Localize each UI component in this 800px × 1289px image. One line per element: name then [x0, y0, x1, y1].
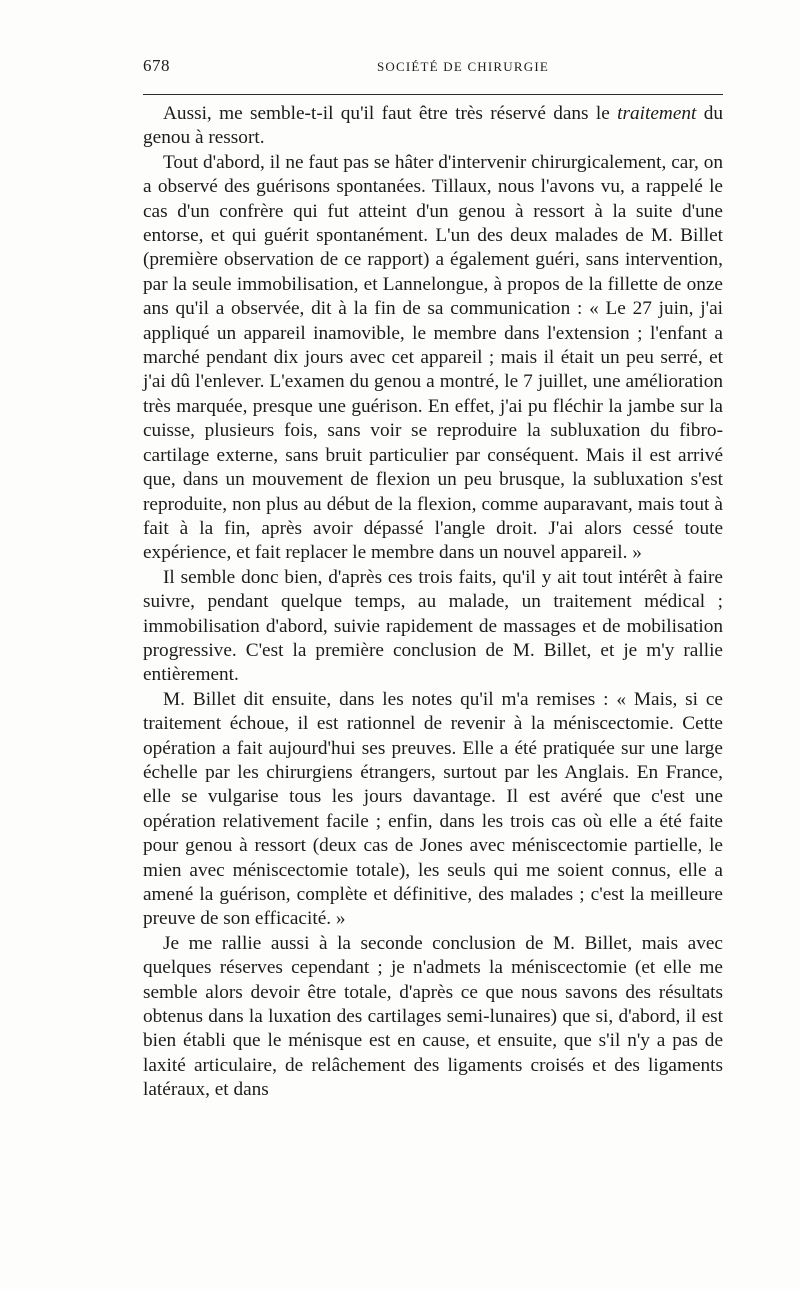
italic-word: traitement: [617, 103, 697, 124]
paragraph-2: Tout d'abord, il ne faut pas se hâter d'intervenir chirurgicalement, car, on a observé des guérisons spontanées. Tillaux, nous l'avons vu, a rappelé le cas d'un confrère qui fut atteint d'un genou à ressort à la suite d'une entorse, et qui guérit spontanément. L'un des deux malades de M. Billet (première observation de ce rapport) a également guéri, sans intervention, par la seule immobilisation, et Lannelongue, à propos de la fillette de onze ans qu'il a observée, dit à la fin de sa communication : « Le 27 juin, j'ai appliqué un appareil inamovible, le membre dans l'extension ; l'enfant a marché pendant dix jours avec cet appareil ; mais il était un peu serré, et j'ai dû l'enlever. L'examen du genou a montré, le 7 juillet, une amélioration très marquée, presque une guérison. En effet, j'ai pu fléchir la jambe sur la cuisse, plusieurs fois, sans voir se reproduire la subluxation du fibro-cartilage externe, sans bruit particulier par conséquent. Mais il est arrivé que, dans un mouvement de flexion un peu brusque, la subluxation s'est reproduite, non plus au début de la flexion, comme auparavant, mais tout à fait à la fin, après avoir dépassé l'angle droit. J'ai alors cessé toute expérience, et fait replacer le membre dans un nouvel appareil. »: [143, 151, 723, 564]
body-text: [143, 102, 723, 1103]
paragraph-4: M. Billet dit ensuite, dans les notes qu'il m'a remises : « Mais, si ce traitement échoue, il est rationnel de revenir à la méniscectomie. Cette opération a fait aujourd'hui ses preuves. Elle a été pratiquée sur une large échelle par les chirurgiens étrangers, surtout par les Anglais. En France, elle se vulgarise tous les jours davantage. Il est avéré que c'est une opération relativement facile ; enfin, dans les trois cas où elle a été faite pour genou à ressort (deux cas de Jones avec méniscectomie partielle, le mien avec méniscectomie totale), les seuls qui me soient connus, elle a amené la guérison, complète et définitive, des malades ; c'est la meilleure preuve de son efficacité. »: [143, 688, 723, 930]
page-header: [143, 56, 723, 80]
paragraph-1-start: Aussi, me semble-t-il qu'il faut être très réservé dans le: [163, 103, 618, 124]
running-head: SOCIÉTÉ DE CHIRURGIE: [376, 59, 550, 74]
paragraph-1: [143, 102, 723, 151]
header-rule: [143, 94, 723, 95]
page-number: 678: [143, 56, 170, 75]
paragraph-5: Je me rallie aussi à la seconde conclusion de M. Billet, mais avec quelques réserves cependant ; je n'admets la méniscectomie (et elle me semble alors devoir être totale, d'après ce que nous savons des résultats obtenus dans la luxation des cartilages semi-lunaires) que si, d'abord, il est bien établi que le ménisque est en cause, et ensuite, que s'il n'y a pas de laxité articulaire, de relâchement des ligaments croisés et des ligaments latéraux, et dans: [143, 932, 723, 1101]
paragraph-3: Il semble donc bien, d'après ces trois faits, qu'il y ait tout intérêt à faire suivre, pendant quelque temps, au malade, un traitement médical ; immobilisation d'abord, suivie rapidement de massages et de mobilisation progressive. C'est la première conclusion de M. Billet, et je m'y rallie entièrement.: [143, 566, 723, 686]
paragraph-1-end: du genou à ressort.: [143, 103, 723, 149]
